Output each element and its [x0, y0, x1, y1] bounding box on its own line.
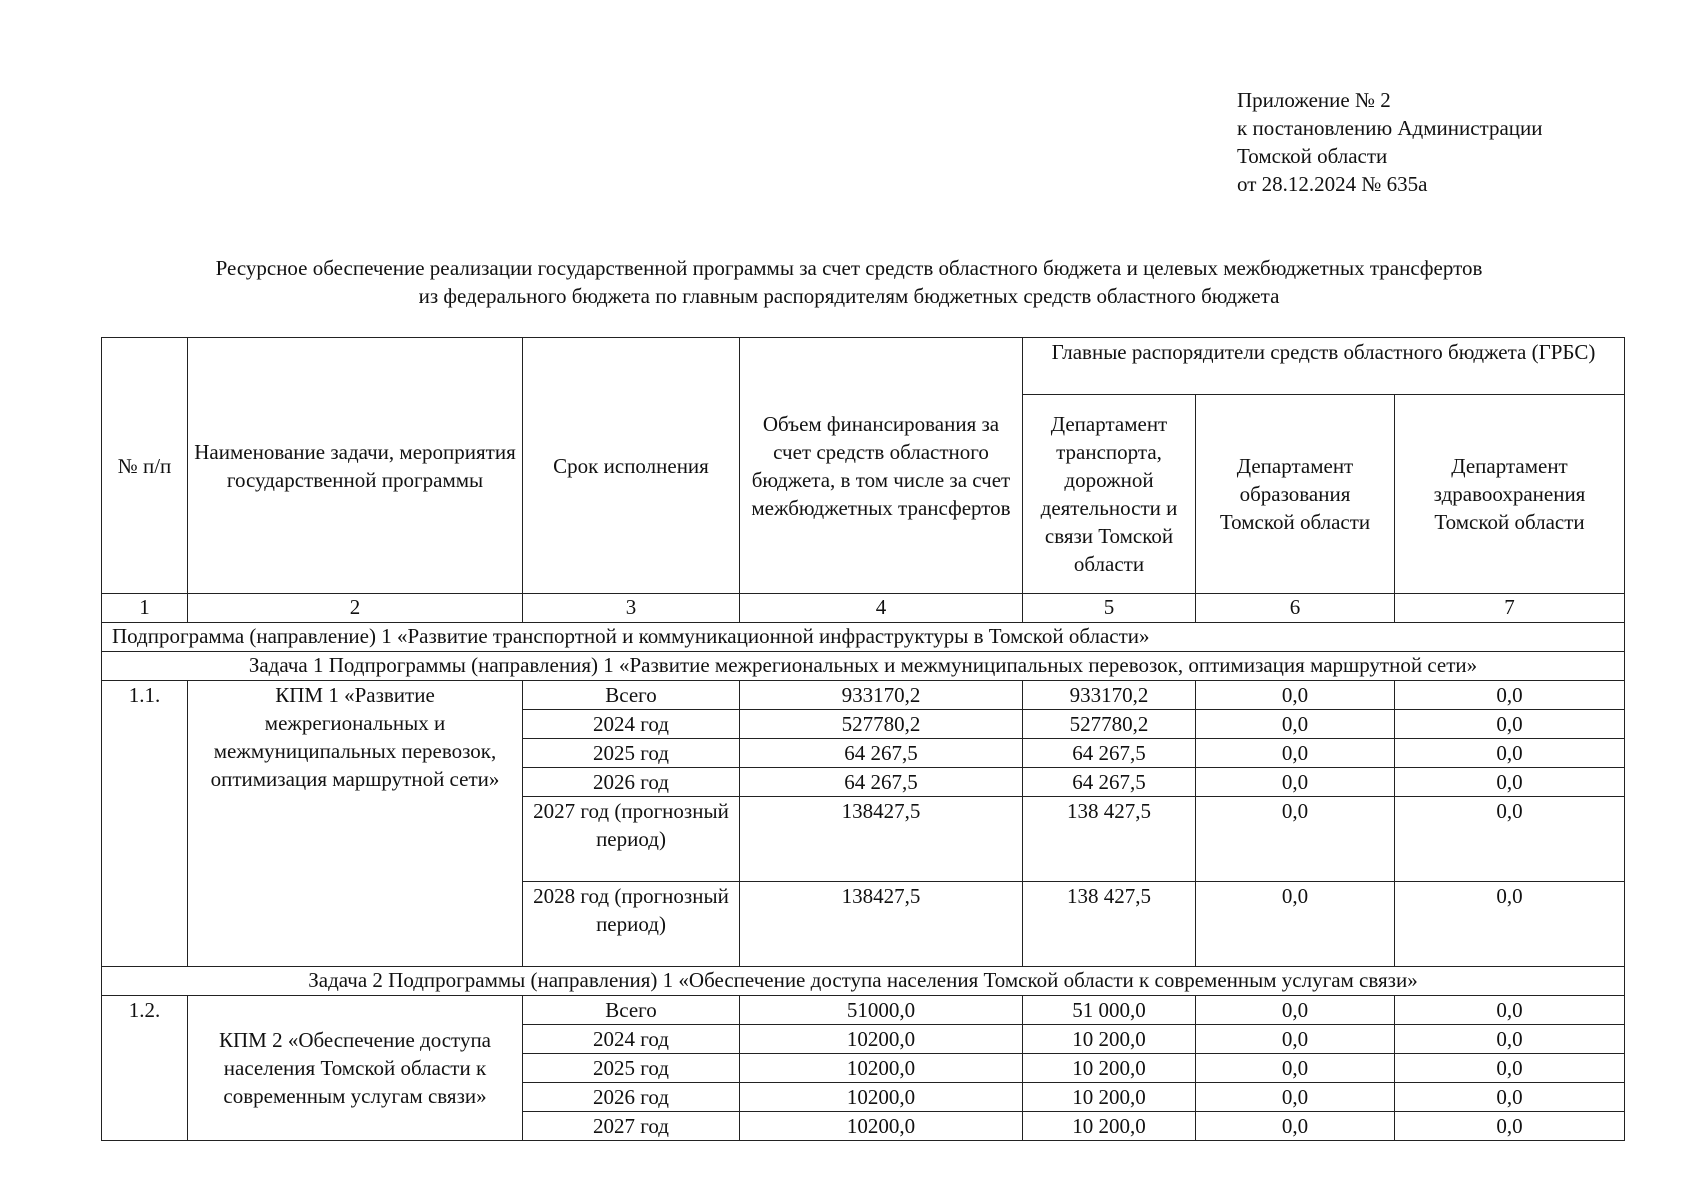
health-cell: 0,0 — [1395, 882, 1625, 967]
budget-table — [101, 337, 1625, 1141]
education-cell: 0,0 — [1196, 1112, 1395, 1141]
header-row — [102, 338, 1625, 395]
column-number: 4 — [740, 594, 1023, 623]
education-cell: 0,0 — [1196, 996, 1395, 1025]
title-line: из федерального бюджета по главным распорядителям бюджетных средств областного бюджета — [418, 284, 1280, 308]
volume-cell: 10200,0 — [740, 1112, 1023, 1141]
term-cell: 2027 год — [523, 1112, 740, 1141]
volume-cell: 51000,0 — [740, 996, 1023, 1025]
title-line: Ресурсное обеспечение реализации государственной программы за счет средств областного бюджета и целевых межбюджетных трансфертов — [215, 256, 1483, 280]
subprogram-title: Подпрограмма (направление) 1 «Развитие транспортной и коммуникационной инфраструктуры в Томской области» — [102, 623, 1625, 652]
health-cell: 0,0 — [1395, 797, 1625, 882]
health-cell: 0,0 — [1395, 996, 1625, 1025]
term-cell: Всего — [523, 681, 740, 710]
table-row — [102, 996, 1625, 1025]
approval-line: Приложение № 2 — [1237, 88, 1391, 112]
education-cell: 0,0 — [1196, 739, 1395, 768]
approval-stamp — [1237, 86, 1543, 198]
subprogram-row — [102, 623, 1625, 652]
column-number-row — [102, 594, 1625, 623]
education-cell: 0,0 — [1196, 882, 1395, 967]
table-row — [102, 681, 1625, 710]
transport-cell: 64 267,5 — [1023, 739, 1196, 768]
transport-cell: 10 200,0 — [1023, 1054, 1196, 1083]
term-cell: 2026 год — [523, 1083, 740, 1112]
education-cell: 0,0 — [1196, 1054, 1395, 1083]
task2-title: Задача 2 Подпрограммы (направления) 1 «Обеспечение доступа населения Томской области к современным услугам связи» — [102, 967, 1625, 996]
approval-line: Томской области — [1237, 144, 1388, 168]
term-cell: 2025 год — [523, 1054, 740, 1083]
volume-cell: 933170,2 — [740, 681, 1023, 710]
education-cell: 0,0 — [1196, 797, 1395, 882]
header-dept-transport: Департамент транспорта, дорожной деятельности и связи Томской области — [1023, 395, 1196, 594]
volume-cell: 138427,5 — [740, 797, 1023, 882]
header-grbs: Главные распорядители средств областного бюджета (ГРБС) — [1023, 338, 1625, 395]
health-cell: 0,0 — [1395, 1083, 1625, 1112]
transport-cell: 527780,2 — [1023, 710, 1196, 739]
task2-name: КПМ 2 «Обеспечение доступа населения Томской области к современным услугам связи» — [188, 996, 523, 1141]
education-cell: 0,0 — [1196, 710, 1395, 739]
term-cell: 2028 год (прогнозный период) — [523, 882, 740, 967]
health-cell: 0,0 — [1395, 768, 1625, 797]
education-cell: 0,0 — [1196, 681, 1395, 710]
term-cell: 2027 год (прогнозный период) — [523, 797, 740, 882]
task-row — [102, 967, 1625, 996]
health-cell: 0,0 — [1395, 1025, 1625, 1054]
header-num: № п/п — [102, 338, 188, 594]
transport-cell: 64 267,5 — [1023, 768, 1196, 797]
transport-cell: 138 427,5 — [1023, 797, 1196, 882]
header-dept-health: Департамент здравоохранения Томской области — [1395, 395, 1625, 594]
column-number: 7 — [1395, 594, 1625, 623]
column-number: 2 — [188, 594, 523, 623]
column-number: 1 — [102, 594, 188, 623]
transport-cell: 933170,2 — [1023, 681, 1196, 710]
term-cell: 2025 год — [523, 739, 740, 768]
volume-cell: 64 267,5 — [740, 768, 1023, 797]
document-title — [100, 254, 1598, 310]
column-number: 6 — [1196, 594, 1395, 623]
task1-num: 1.1. — [102, 681, 188, 967]
transport-cell: 10 200,0 — [1023, 1025, 1196, 1054]
health-cell: 0,0 — [1395, 1054, 1625, 1083]
term-cell: Всего — [523, 996, 740, 1025]
header-dept-education: Департамент образования Томской области — [1196, 395, 1395, 594]
task1-name: КПМ 1 «Развитие межрегиональных и межмуниципальных перевозок, оптимизация маршрутной сети» — [188, 681, 523, 967]
transport-cell: 51 000,0 — [1023, 996, 1196, 1025]
term-cell: 2024 год — [523, 710, 740, 739]
education-cell: 0,0 — [1196, 1083, 1395, 1112]
transport-cell: 138 427,5 — [1023, 882, 1196, 967]
header-volume: Объем финансирования за счет средств областного бюджета, в том числе за счет межбюджетных трансфертов — [740, 338, 1023, 594]
volume-cell: 138427,5 — [740, 882, 1023, 967]
volume-cell: 10200,0 — [740, 1083, 1023, 1112]
header-term: Срок исполнения — [523, 338, 740, 594]
health-cell: 0,0 — [1395, 710, 1625, 739]
task1-title: Задача 1 Подпрограммы (направления) 1 «Развитие межрегиональных и межмуниципальных перевозок, оптимизация маршрутной сети» — [102, 652, 1625, 681]
volume-cell: 10200,0 — [740, 1025, 1023, 1054]
term-cell: 2024 год — [523, 1025, 740, 1054]
transport-cell: 10 200,0 — [1023, 1083, 1196, 1112]
health-cell: 0,0 — [1395, 681, 1625, 710]
education-cell: 0,0 — [1196, 768, 1395, 797]
health-cell: 0,0 — [1395, 1112, 1625, 1141]
task-row — [102, 652, 1625, 681]
health-cell: 0,0 — [1395, 739, 1625, 768]
column-number: 3 — [523, 594, 740, 623]
task2-num: 1.2. — [102, 996, 188, 1141]
column-number: 5 — [1023, 594, 1196, 623]
approval-line: от 28.12.2024 № 635а — [1237, 172, 1428, 196]
volume-cell: 10200,0 — [740, 1054, 1023, 1083]
term-cell: 2026 год — [523, 768, 740, 797]
header-name: Наименование задачи, мероприятия государственной программы — [188, 338, 523, 594]
education-cell: 0,0 — [1196, 1025, 1395, 1054]
volume-cell: 527780,2 — [740, 710, 1023, 739]
transport-cell: 10 200,0 — [1023, 1112, 1196, 1141]
volume-cell: 64 267,5 — [740, 739, 1023, 768]
approval-line: к постановлению Администрации — [1237, 116, 1543, 140]
